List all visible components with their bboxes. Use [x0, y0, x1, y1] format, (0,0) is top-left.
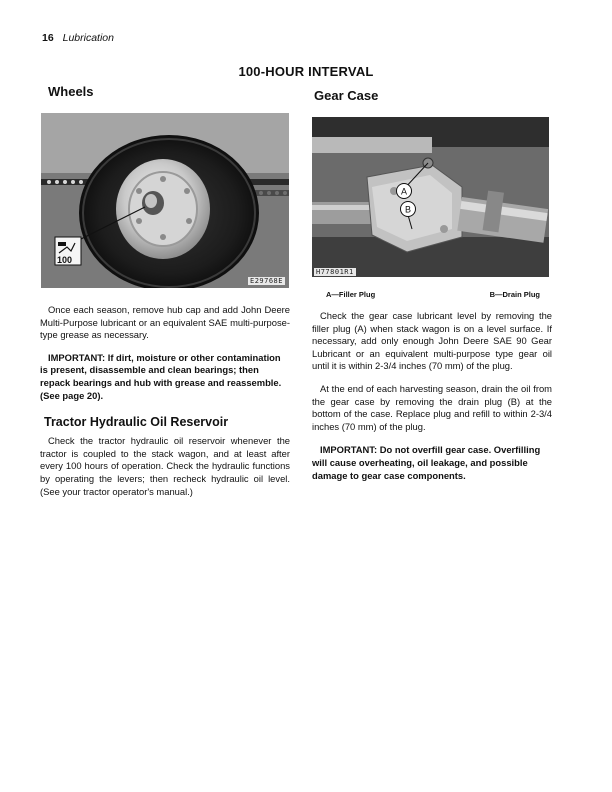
hydraulic-paragraph: Check the tractor hydraulic oil reservoir whenever the tractor is coupled to the stack wagon, and at least after every 100 hours of operation. Check the hydraulic functions by operating the levers; then recheck hydraulic oil level. (See your tractor operator's manual.) — [40, 435, 290, 497]
callout-a: A — [401, 186, 408, 197]
page-number: 16 — [42, 32, 54, 44]
wheels-heading: Wheels — [48, 84, 94, 99]
section-title: Lubrication — [62, 32, 114, 44]
wheels-important: IMPORTANT: If dirt, moisture or other contamination is present, disassemble and clean bearings; then repack bearings and hub with grease and reassemble. (See page 20). — [40, 351, 282, 401]
legend-filler-plug: A—Filler Plug — [326, 290, 376, 299]
callout-b: B — [405, 204, 412, 215]
legend-drain-plug: B—Drain Plug — [489, 290, 540, 299]
wheel-photo-id: E29768E — [249, 277, 283, 285]
gear-paragraph-2: At the end of each harvesting season, drain the oil from the gear case by removing the drain plug (B) at the bottom of the case. Replace plug and refill to within 2-3/4 inches (70 mm) of the plug. — [312, 382, 552, 432]
gear-paragraph-1: Check the gear case lubricant level by removing the filler plug (A) when stack wagon is on a level surface. If necessary, add only enough John Deere SAE 90 Gear Lubricant or an equivalent multi-purpose type gear oil until it is within 2-3/4 inches (70 mm) of the plug. — [312, 310, 552, 372]
interval-title: 100-HOUR INTERVAL — [238, 64, 374, 79]
gear-case-illustration — [312, 117, 549, 277]
left-column — [40, 84, 290, 498]
right-column — [312, 88, 552, 482]
wheels-paragraph: Once each season, remove hub cap and add John Deere Multi-Purpose lubricant or an equivalent SAE multi-purpose-type grease as necessary. — [40, 304, 290, 341]
photo-legend — [312, 290, 552, 299]
hydraulic-heading: Tractor Hydraulic Oil Reservoir — [44, 415, 229, 430]
wheel-photo — [41, 113, 289, 288]
interval-badge: 100 — [57, 255, 73, 265]
gear-important: IMPORTANT: Do not overfill gear case. Overfilling will cause overheating, oil leakage, and possible damage to gear case components. — [312, 444, 541, 481]
running-head — [42, 32, 114, 44]
gear-photo-id: H77801R1 — [316, 268, 354, 276]
wheel-illustration — [41, 113, 289, 288]
gear-case-heading: Gear Case — [314, 88, 379, 103]
gear-case-photo — [312, 117, 549, 277]
